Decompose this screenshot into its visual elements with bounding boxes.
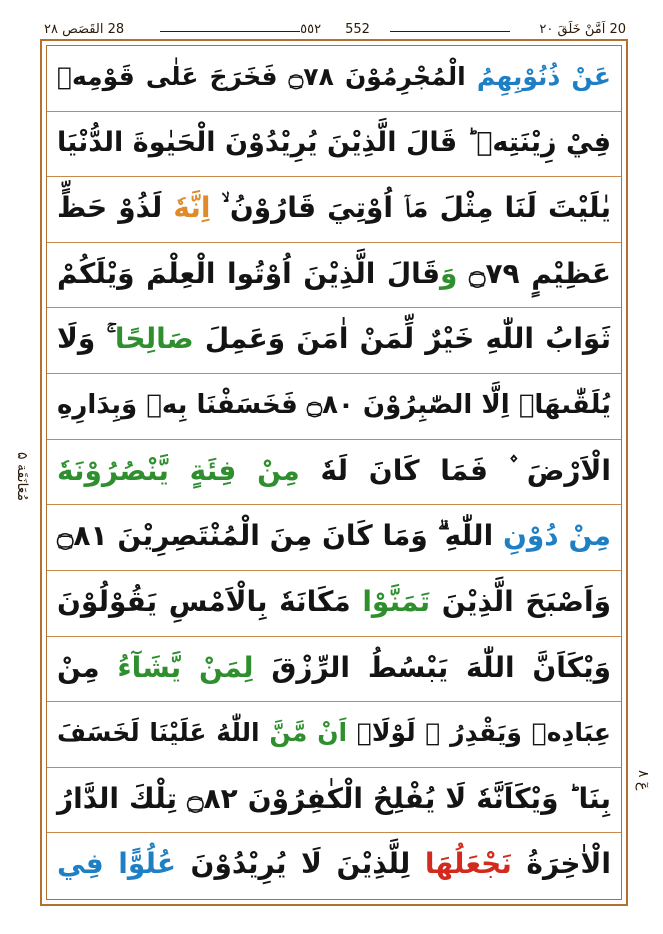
text-line-10 — [47, 637, 621, 703]
left-margin-marker: مُعَانَقَة ۵ — [14, 452, 30, 501]
verse-segment: عُلُوًّا فِي — [57, 847, 176, 881]
text-line-5 — [47, 308, 621, 374]
text-line-13 — [47, 833, 621, 899]
verse-segment: نَجْعَلُهَا — [424, 847, 512, 881]
text-line-8 — [47, 505, 621, 571]
surah-label: 28 القَصَص ٢٨ — [44, 22, 125, 37]
verse-segment: يُلَقّٰىهَاۤ اِلَّا الصّٰبِرُوْنَ ۝٨٠ فَخَسَفْنَا بِهٖ وَبِدَارِهِ — [57, 390, 611, 421]
verse-segment: اَنْ مَّنَّ — [269, 718, 348, 748]
page-number-arabic: ٥٥٢ — [300, 22, 322, 37]
text-line-9 — [47, 571, 621, 637]
right-margin-marker: عٓ ۸ — [635, 770, 651, 791]
verse-segment: وَ — [440, 256, 458, 290]
verse-segment: الْاٰخِرَةُ — [511, 847, 612, 881]
verse-segment: عَظِيْمٍ ۝٧٩ — [457, 256, 611, 290]
text-line-6 — [47, 374, 621, 440]
verse-segment: ثَوَابُ اللّٰهِ خَيْرٌ لِّمَنْ اٰمَنَ وَعَمِلَ — [193, 322, 611, 356]
text-line-7 — [47, 440, 621, 506]
verse-segment: الْاَرْضَ ۫ فَمَا كَانَ لَهٗ — [299, 453, 611, 487]
text-line-12 — [47, 768, 621, 834]
verse-segment: عَنْ ذُنُوْبِهِمُ — [465, 62, 611, 91]
verse-segment: صَالِحًا — [114, 322, 194, 356]
verse-segment: اِنَّهٗ — [173, 191, 211, 225]
verse-segment: ۚ وَلَا — [57, 322, 115, 356]
page-header — [40, 20, 630, 40]
verse-segment: اللّٰهُ عَلَيْنَا لَخَسَفَ — [57, 718, 270, 748]
juz-label: 20 اَمَّنْ خَلَقَ ٢٠ — [539, 22, 626, 37]
text-line-1 — [47, 46, 621, 112]
text-line-3 — [47, 177, 621, 243]
header-rule-left — [160, 31, 300, 32]
verse-segment: لِمَنْ يَّشَآءُ — [117, 650, 254, 684]
verse-segment: مِنْ — [57, 650, 118, 684]
text-line-11 — [47, 702, 621, 768]
verse-segment: وَيْكَاَنَّ اللّٰهَ يَبْسُطُ الرِّزْقَ — [253, 650, 611, 684]
page-number: 552 — [345, 22, 370, 37]
verse-segment: وَاَصْبَحَ الَّذِيْنَ — [430, 584, 611, 618]
verse-segment: لَذُوْ حَظٍّ — [57, 191, 174, 225]
text-line-2 — [47, 112, 621, 178]
verse-segment: مِنْ دُوْنِ — [502, 519, 611, 553]
verse-segment: مِنْ فِئَةٍ يَّنْصُرُوْنَهٗ — [57, 453, 300, 487]
verse-segment: قَالَ الَّذِيْنَ اُوْتُوا الْعِلْمَ وَيْلَكُمْ — [57, 256, 441, 290]
verse-segment: عِبَادِهٖ وَيَقْدِرُ ۚ لَوْلَاۤ — [347, 718, 611, 748]
text-line-4 — [47, 243, 621, 309]
verse-segment: فِيْ زِيْنَتِهٖ ؕ قَالَ الَّذِيْنَ يُرِيْدُوْنَ الْحَيٰوةَ الدُّنْيَا — [57, 126, 611, 158]
verse-segment: مَكَانَهٗ بِالْاَمْسِ يَقُوْلُوْنَ — [57, 584, 363, 618]
verse-segment: اللّٰهِ ۗ وَمَا كَانَ مِنَ الْمُنْتَصِرِيْنَ ۝٨١ — [57, 519, 503, 553]
verse-segment: تَمَنَّوْا — [362, 584, 431, 618]
page-number-group — [40, 22, 630, 37]
verse-segment: الْمُجْرِمُوْنَ ۝٧٨ فَخَرَجَ عَلٰى قَوْمِهٖ — [57, 62, 466, 91]
quran-text-body — [47, 46, 621, 899]
verse-segment: بِنَا ؕ وَيْكَاَنَّهٗ لَا يُفْلِحُ الْكٰفِرُوْنَ ۝٨٢ تِلْكَ الدَّارُ — [57, 781, 612, 815]
verse-segment: يٰلَيْتَ لَنَا مِثْلَ مَاۤ اُوْتِيَ قَارُوْنُ ۙ — [210, 191, 611, 225]
verse-segment: لِلَّذِيْنَ لَا يُرِيْدُوْنَ — [175, 847, 425, 881]
